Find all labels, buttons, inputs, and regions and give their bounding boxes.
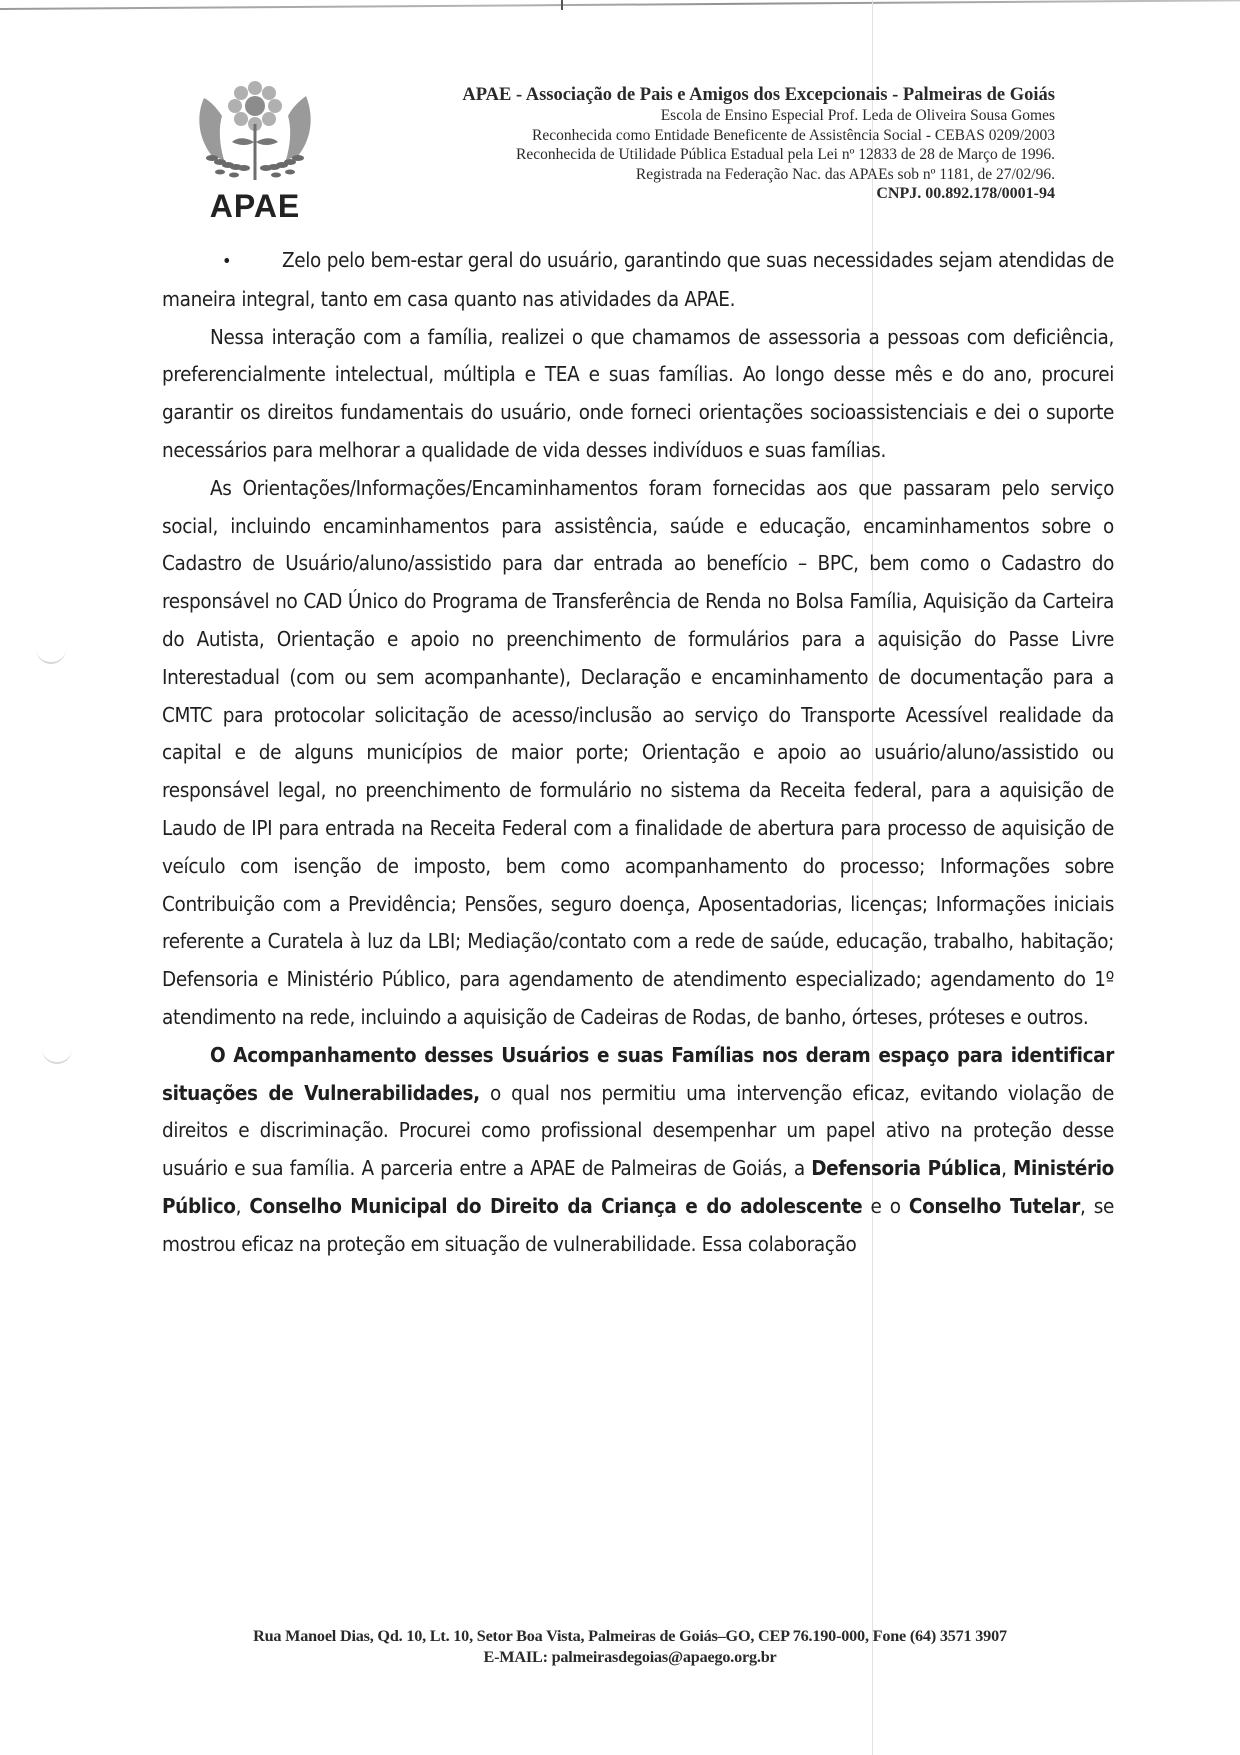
flower-hands-icon <box>190 76 320 188</box>
paragraph-text: o qual nos permitiu uma intervenção eficaz, evitando violação de direitos e discriminação. Procurei como profissional desempenhar um papel ativo na proteção desse usuário e sua família. A parceria entre a APAE de Palmeiras de Goiás, a <box>162 1080 1114 1181</box>
separator: e o <box>862 1193 909 1218</box>
cebas-registration: Reconhecida como Entidade Beneficente de Assistência Social - CEBAS 0209/2003 <box>532 126 1055 144</box>
federation-registration: Registrada na Federação Nac. das APAEs sob nº 1181, de 27/02/96. <box>635 165 1055 183</box>
bullet-icon: • <box>222 251 232 272</box>
cnpj-number: CNPJ. 00.892.178/0001-94 <box>876 185 1055 202</box>
paragraph-vulnerabilities <box>162 1037 1114 1264</box>
punch-hole-mark <box>36 648 66 664</box>
scan-edge-tick <box>561 0 563 10</box>
separator: , <box>235 1193 250 1218</box>
document-body <box>162 242 1114 1264</box>
public-utility-law: Reconhecida de Utilidade Pública Estadual pela Lei nº 12833 de 28 de Março de 1996. <box>516 146 1055 163</box>
separator: , <box>1001 1156 1013 1181</box>
bullet-item-text: Zelo pelo bem-estar geral do usuário, garantindo que suas necessidades sejam atendidas de maneira integral, tanto em casa quanto nas atividades da APAE. <box>162 248 1114 311</box>
footer-address: Rua Manoel Dias, Qd. 10, Lt. 10, Setor Boa Vista, Palmeiras de Goiás–GO, CEP 76.190-000, Fone (64) 3571 3907 <box>253 1627 1007 1645</box>
letterhead <box>190 76 1090 226</box>
punch-hole-mark <box>42 1048 72 1064</box>
partner-conselho-tutelar: Conselho Tutelar <box>908 1193 1081 1218</box>
footer-email: E-MAIL: palmeirasdegoias@apaego.org.br <box>483 1648 777 1666</box>
paragraph-orientations: As Orientações/Informações/Encaminhamentos foram fornecidas aos que passaram pelo serviço social, incluindo encaminhamentos para assistência, saúde e educação, encaminhamentos sobre o Cadastro de Usuário/aluno/assistido para dar entrada ao benefício – BPC, bem como o Cadastro do responsável no CAD Único do Programa de Transferência de Renda no Bolsa Família, Aquisição da Carteira do Autista, Orientação e apoio no preenchimento de formulários para a aquisição do Passe Livre Interestadual (com ou sem acompanhante), Declaração e encaminhamento de documentação para a CMTC para protocolar solicitação de acesso/inclusão ao serviço do Transporte Acessível realidade da capital e de alguns municípios de maior porte; Orientação e apoio ao usuário/aluno/assistido ou responsável legal, no preenchimento de formulário no sistema da Receita federal, para a aquisição de Laudo de IPI para entrada na Receita Federal com a finalidade de abertura para processo de aquisição de veículo com isenção de imposto, bem como acompanhamento do processo; Informações sobre Contribuição com a Previdência; Pensões, seguro doença, Aposentadorias, licenças; Informações iniciais referente a Curatela à luz da LBI; Mediação/contato com a rede de saúde, educação, trabalho, habitação; Defensoria e Ministério Público, para agendamento de atendimento especializado; agendamento do 1º atendimento na rede, incluindo a aquisição de Cadeiras de Rodas, de banho, órteses, próteses e outros. <box>162 475 1114 1029</box>
paragraph-family-assistance: Nessa interação com a família, realizei o que chamamos de assessoria a pessoas com deficiência, preferencialmente intelectual, múltipla e TEA e suas famílias. Ao longo desse mês e do ano, procurei garantir os direitos fundamentais do usuário, onde forneci orientações socioassistenciais e dei o suporte necessários para melhorar a qualidade de vida desses indivíduos e suas famílias. <box>162 324 1114 462</box>
bullet-item <box>162 242 1114 319</box>
partner-ministerio: Ministério Público <box>162 1156 1114 1218</box>
school-name: Escola de Ensino Especial Prof. Leda de Oliveira Sousa Gomes <box>660 107 1055 124</box>
partner-defensoria: Defensoria Pública <box>811 1156 1002 1181</box>
apae-logo <box>190 76 320 226</box>
organization-name: APAE - Associação de Pais e Amigos dos Excepcionais - Palmeiras de Goiás <box>462 85 1055 105</box>
logo-wordmark: APAE <box>209 188 301 224</box>
organization-info <box>462 84 1055 204</box>
paragraph-text: , se mostrou eficaz na proteção em situação de vulnerabilidade. Essa colaboração <box>162 1193 1115 1256</box>
partner-conselho-municipal: Conselho Municipal do Direito da Criança e do adolescente <box>249 1193 863 1218</box>
page-footer <box>150 1626 1110 1668</box>
scan-edge-line <box>0 0 1240 10</box>
bold-lead-text: O Acompanhamento desses Usuários e suas Famílias nos deram espaço para identificar situações de Vulnerabilidades, <box>162 1042 1114 1105</box>
